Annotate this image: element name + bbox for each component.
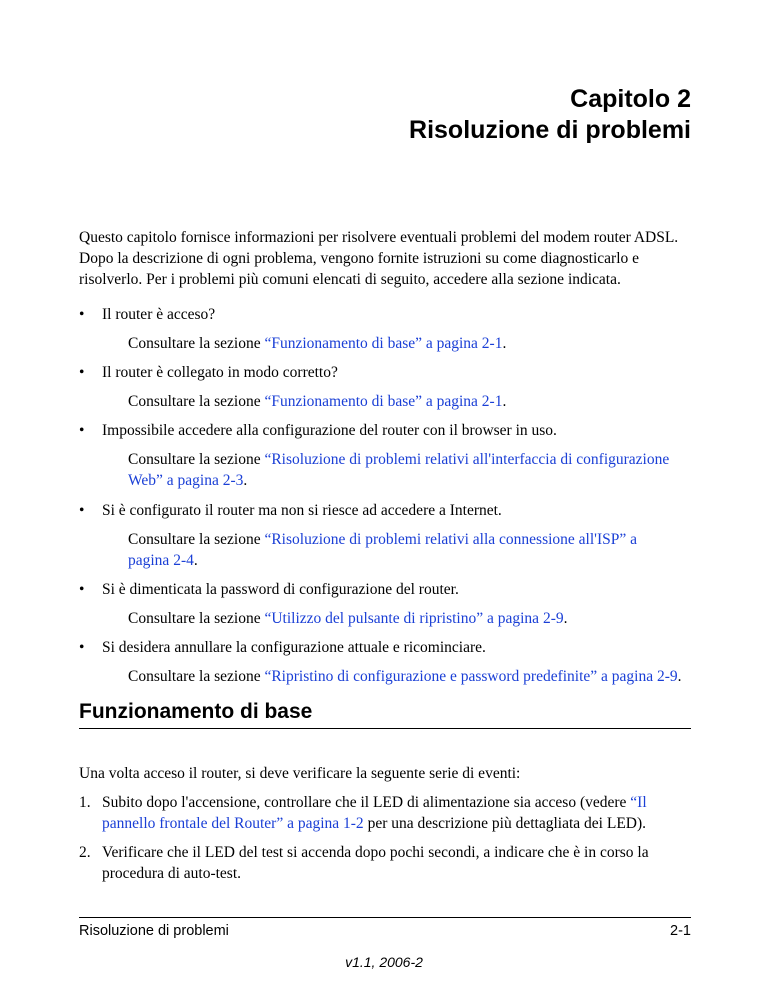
list-item-text: Si desidera annullare la configurazione attuale e ricominciare. <box>102 639 486 656</box>
footer-version: v1.1, 2006-2 <box>345 954 423 970</box>
bullet-icon: • <box>79 364 85 381</box>
reference-prefix: Consultare la sezione <box>128 335 265 352</box>
reference-line <box>128 666 708 687</box>
list-item-text: Si è dimenticata la password di configurazione del router. <box>102 581 459 598</box>
cross-reference-link[interactable]: “Risoluzione di problemi relativi alla connessione all'ISP” a <box>264 531 637 548</box>
step-text-part: Subito dopo l'accensione, controllare che il LED di alimentazione sia acceso (vedere <box>102 794 631 811</box>
cross-reference-link[interactable]: “Funzionamento di base” a pagina 2-1 <box>264 335 503 352</box>
cross-reference-link-continued[interactable]: pannello frontale del Router” a pagina 1-2 <box>102 815 364 832</box>
reference-suffix: . <box>502 393 507 410</box>
cross-reference-link[interactable]: “Funzionamento di base” a pagina 2-1 <box>264 393 503 410</box>
cross-reference-link[interactable]: “Utilizzo del pulsante di ripristino” a pagina 2-9 <box>264 610 564 627</box>
cross-reference-link[interactable]: “Il <box>630 794 647 811</box>
section-divider <box>79 728 691 729</box>
reference-prefix: Consultare la sezione <box>128 451 265 468</box>
reference-suffix: . <box>243 472 248 489</box>
cross-reference-link-continued[interactable]: Web” a pagina 2-3 <box>128 472 244 489</box>
bullet-icon: • <box>79 306 85 323</box>
reference-suffix: . <box>677 668 682 685</box>
step-text-part: Verificare che il LED del test si accenda dopo pochi secondi, a indicare che è in corso la <box>102 844 649 861</box>
chapter-number: Capitolo 2 <box>570 85 691 113</box>
cross-reference-link[interactable]: “Ripristino di configurazione e password predefinite” a pagina 2-9 <box>264 668 678 685</box>
reference-line <box>128 608 688 629</box>
list-item-text: Si è configurato il router ma non si riesce ad accedere a Internet. <box>102 502 502 519</box>
reference-prefix: Consultare la sezione <box>128 393 265 410</box>
step-text <box>102 842 682 884</box>
footer-page-number: 2-1 <box>670 923 691 939</box>
step-text-part: procedura di auto-test. <box>102 865 242 882</box>
section-heading: Funzionamento di base <box>79 700 313 723</box>
reference-prefix: Consultare la sezione <box>128 668 265 685</box>
reference-suffix: . <box>502 335 507 352</box>
bullet-icon: • <box>79 502 85 519</box>
bullet-icon: • <box>79 422 85 439</box>
bullet-icon: • <box>79 639 85 656</box>
reference-suffix: . <box>563 610 568 627</box>
list-item-text: Il router è collegato in modo corretto? <box>102 364 338 381</box>
footer-chapter-name: Risoluzione di problemi <box>79 923 229 939</box>
reference-line <box>128 391 688 412</box>
section-lead: Una volta acceso il router, si deve verificare la seguente serie di eventi: <box>79 765 521 782</box>
reference-suffix: . <box>193 552 198 569</box>
chapter-name: Risoluzione di problemi <box>409 116 691 144</box>
reference-line <box>128 449 688 491</box>
cross-reference-link[interactable]: “Risoluzione di problemi relativi all'interfaccia di configurazione <box>264 451 670 468</box>
bullet-icon: • <box>79 581 85 598</box>
list-item-text: Il router è acceso? <box>102 306 216 323</box>
step-text-part: per una descrizione più dettagliata dei LED). <box>363 815 647 832</box>
chapter-title <box>409 84 691 146</box>
step-text <box>102 792 682 834</box>
step-number: 2. <box>79 844 91 861</box>
reference-line <box>128 529 688 571</box>
cross-reference-link-continued[interactable]: pagina 2-4 <box>128 552 194 569</box>
list-item-text: Impossibile accedere alla configurazione del router con il browser in uso. <box>102 422 557 439</box>
reference-prefix: Consultare la sezione <box>128 610 265 627</box>
reference-line <box>128 333 688 354</box>
step-number: 1. <box>79 794 91 811</box>
intro-paragraph: Questo capitolo fornisce informazioni per risolvere eventuali problemi del modem router ADSL. Dopo la descrizione di ogni problema, vengono fornite istruzioni su come diagnosticarlo e risolverlo. Per i problemi più comuni elencati di seguito, accedere alla sezione indicata. <box>79 229 679 288</box>
reference-prefix: Consultare la sezione <box>128 531 265 548</box>
footer-divider <box>79 917 691 918</box>
